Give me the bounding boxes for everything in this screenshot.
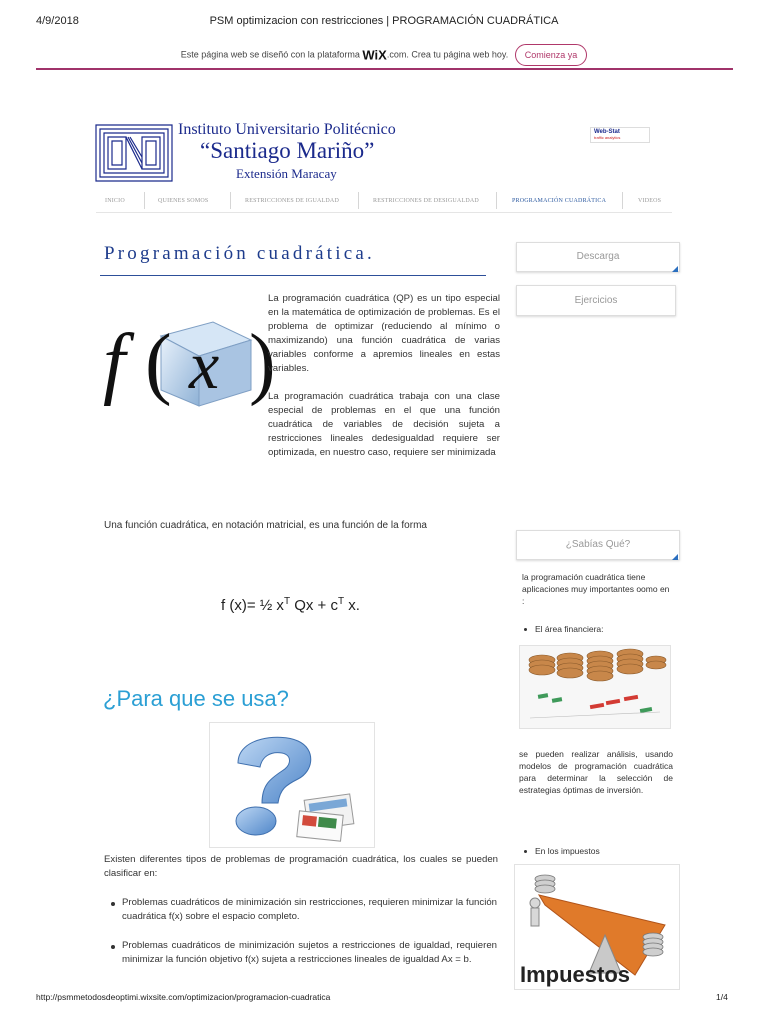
formula-intro: Una función cuadrática, en notación matricial, es una función de la forma: [104, 520, 427, 531]
nav-item-quienes-somos[interactable]: QUIENES SOMOS: [158, 198, 209, 204]
wix-banner-text: Este página web se diseñó con la plataforma: [180, 49, 360, 60]
webstat-badge[interactable]: [590, 127, 650, 143]
nav-separator: [622, 192, 623, 209]
bullet-dot: [524, 850, 527, 853]
nav-item-videos[interactable]: VIDEOS: [638, 198, 662, 204]
finanzas-text: se pueden realizar análisis, usando modelos de programación cuadrática para determinar la selección de estrategias óptimas de inversión.: [519, 749, 673, 795]
nav-item-inicio[interactable]: INICIO: [105, 198, 125, 204]
formula-sup-1: T: [283, 596, 291, 607]
institute-logo-icon[interactable]: [94, 123, 174, 183]
question-mark-image: [209, 722, 375, 848]
logo-line-3: Extensión Maracay: [236, 166, 337, 181]
banner-divider: [36, 68, 733, 70]
main-nav: [96, 190, 672, 213]
list-item: Problemas cuadráticos de minimización sujetos a restricciones de igualdad, requieren minimizar la función objetivo f(x) sujeta a restricciones lineales de igualdad Ax = b.: [122, 940, 497, 965]
page-title: Programación cuadrática.: [104, 243, 375, 264]
nav-item-programacion-cuadratica[interactable]: PROGRAMACIÓN CUADRÁTICA: [512, 198, 607, 204]
nav-separator: [496, 192, 497, 209]
formula-mid: Qx + c: [290, 597, 338, 614]
corner-accent: [672, 266, 678, 272]
impuestos-word: Impuestos: [520, 962, 631, 987]
print-title: PSM optimizacion con restricciones | PROGRAMACIÓN CUADRÁTICA: [209, 15, 559, 27]
nav-separator: [144, 192, 145, 209]
footer-page-number: 1/4: [716, 992, 728, 1002]
fx-f: f: [103, 319, 126, 407]
comienza-ya-button[interactable]: Comienza ya: [515, 44, 588, 66]
nav-item-restricciones-igualdad[interactable]: RESTRICCIONES DE IGUALDAD: [245, 198, 339, 204]
corner-accent: [672, 554, 678, 560]
fx-close-paren: ): [249, 319, 276, 407]
logo-line-1: Instituto Universitario Politécnico: [178, 121, 396, 138]
wix-brand[interactable]: WiX: [362, 47, 387, 63]
sabias-que-box: ¿Sabías Qué?: [516, 530, 680, 560]
coins-chart-image: [519, 645, 671, 729]
ejercicios-button[interactable]: Ejercicios: [516, 285, 676, 316]
webstat-label: Web-Stat: [594, 129, 620, 135]
descarga-button[interactable]: Descarga: [516, 242, 680, 272]
sidebar-list-item: En los impuestos: [535, 846, 600, 856]
bullet-dot: [111, 945, 115, 949]
cube-icon: [101, 318, 269, 410]
nav-separator: [230, 192, 231, 209]
bullet-dot: [524, 628, 527, 631]
formula-end: x.: [344, 597, 360, 614]
types-paragraph: Existen diferentes tipos de problemas de programación cuadrática, los cuales se pueden clasificar en:: [104, 854, 498, 879]
nav-separator: [358, 192, 359, 209]
second-paragraph: La programación cuadrática trabaja con una clase especial de problemas en el que una función cuadrática de variables de decisión sujeta a restricciones lineales dedesigualdad requiere ser optimizada, en nuestro caso, requiere ser minimizada: [268, 391, 500, 458]
formula-lhs: f (x)= ½ x: [221, 597, 284, 614]
question-mark-icon: [210, 723, 374, 847]
footer-url[interactable]: http://psmmetodosdeoptimi.wixsite.com/optimizacion/programacion-cuadratica: [36, 992, 331, 1002]
nav-item-restricciones-desigualdad[interactable]: RESTRICCIONES DE DESIGUALDAD: [373, 198, 479, 204]
wix-banner-text-after: .com. Crea tu página web hoy.: [386, 49, 509, 60]
fx-open-paren: (: [145, 319, 172, 407]
formula-sup-2: T: [337, 596, 345, 607]
coins-icon: [520, 646, 670, 728]
sidebar-list-item: El área financiera:: [535, 624, 604, 634]
wix-banner: [0, 44, 768, 66]
fx-illustration: [101, 318, 276, 410]
sabias-que-text: la programación cuadrática tiene aplicaciones muy importantes oomo en :: [522, 572, 670, 606]
quadratic-formula: [221, 596, 360, 614]
list-item: Problemas cuadráticos de minimización sin restricciones, requieren minimizar la función cuadrática f(x) sobre el espacio completo.: [122, 897, 497, 922]
webstat-sub: traffic analytics: [594, 135, 621, 140]
print-date: 4/9/2018: [36, 15, 79, 27]
bullet-dot: [111, 902, 115, 906]
logo-line-2: “Santiago Mariño”: [200, 138, 375, 163]
fx-x: x: [189, 327, 220, 403]
title-underline: [100, 275, 486, 276]
intro-paragraph: La programación cuadrática (QP) es un tipo especial en la matemática de optimización de problemas. Es el problema de optimizar (reduciendo al mínimo o maximizando) una función cuadrática de varias variables conforme a apremios lineales en estas variables.: [268, 293, 500, 374]
section-heading: ¿Para que se usa?: [103, 686, 289, 711]
